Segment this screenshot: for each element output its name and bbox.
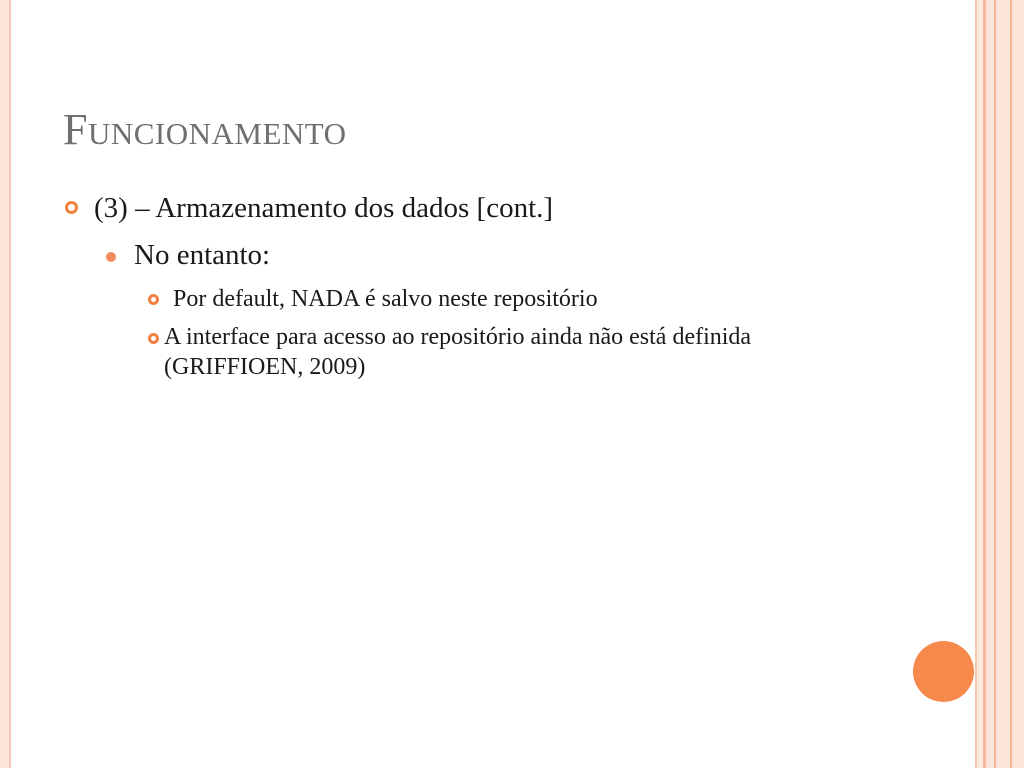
bullet-level3-text: Por default, NADA é salvo neste repositório — [173, 286, 598, 312]
dot-bullet-icon — [106, 252, 116, 262]
bullet-level3-text: A interface para acesso ao repositório ainda não está definida (GRIFFIOEN, 2009) — [164, 324, 752, 380]
ring-bullet-icon — [148, 294, 159, 305]
slide-title: Funcionamento — [63, 105, 347, 154]
ring-bullet-icon — [148, 333, 159, 344]
bullet-level1-text: (3) – Armazenamento dos dados [cont.] — [94, 192, 554, 224]
bullet-level2-text: No entanto: — [134, 239, 271, 271]
ring-bullet-icon — [65, 201, 78, 214]
